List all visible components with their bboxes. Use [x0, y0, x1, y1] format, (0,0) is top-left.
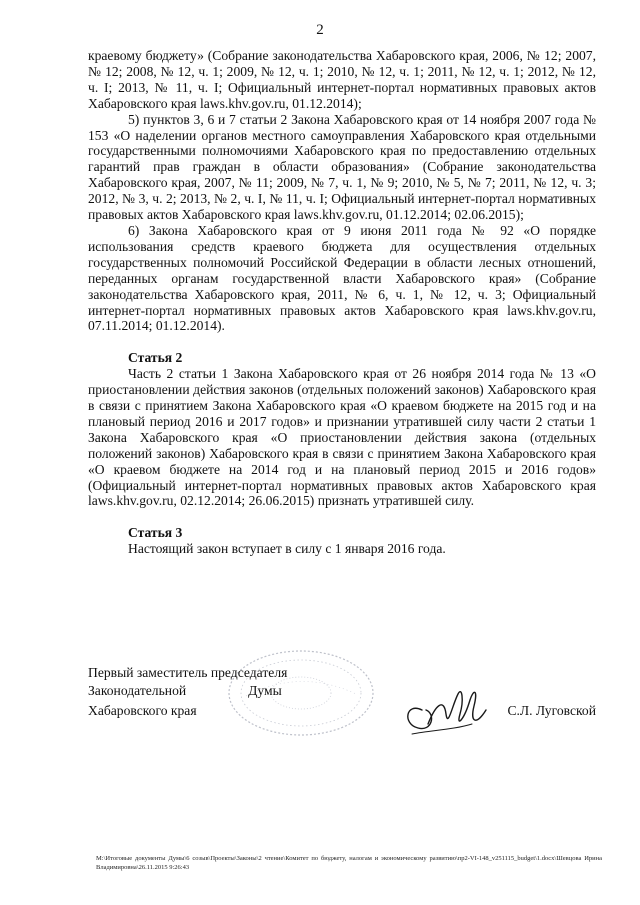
document-body	[88, 48, 596, 557]
page-number: 2	[316, 22, 324, 38]
signer-position-line3: Хабаровского края	[88, 703, 197, 718]
handwritten-signature	[392, 680, 492, 740]
signer-position-legislative: Законодательной	[88, 683, 187, 698]
article-2-title: Статья 2	[128, 350, 183, 366]
article-2-text: Часть 2 статьи 1 Закона Хабаровского края от 26 ноября 2014 года № 13 «О приостановлении действия законов (отдельных положений законов) Хабаровского края в связи с принятием Закона Хабаровского края «О краевом бюджете на 2015 год и на плановый период 2016 и 2017 годов» и признании утратившей силу части 2 статьи 1 Закона Хабаровского края «О приостановлении действия закона (отдельных положений законов) Хабаровского края в связи с принятием Закона Хабаровского края «О краевом бюджете на 2014 год и на плановый период 2015 и 2016 годов» (Официальный интернет-портал нормативных правовых актов Хабаровского края laws.khv.gov.ru, 02.12.2014; 26.06.2015) признать утратившей силу.	[88, 366, 596, 509]
signature-block	[88, 664, 596, 734]
paragraph-continuation: краевому бюджету» (Собрание законодательства Хабаровского края, 2006, № 12; 2007, № 12; 2008, № 12, ч. 1; 2009, № 12, ч. 1; 2010, № 12, ч. 1; 2011, № 12, ч. 1; 2012, № 12, ч. I; 2013, № 11, ч. I; Официальный интернет-портал нормативных правовых актов Хабаровского края laws.khv.gov.ru, 01.12.2014);	[88, 48, 596, 111]
paragraph-item-6: 6) Закона Хабаровского края от 9 июня 2011 года № 92 «О порядке использования средств краевого бюджета для осуществления отдельных государственных полномочий Российской Федерации в области лесных отношений, переданных органам государственной власти Хабаровского края» (Собрание законодательства Хабаровского края, 2011, № 6, ч. 1, № 12, ч. 3; Официальный интернет-портал нормативных правовых актов Хабаровского края laws.khv.gov.ru, 07.11.2014; 01.12.2014).	[88, 222, 596, 334]
signer-position-line2	[88, 682, 282, 699]
article-2	[88, 350, 596, 509]
paragraph-item-5: 5) пунктов 3, 6 и 7 статьи 2 Закона Хабаровского края от 14 ноября 2007 года № 153 «О наделении органов местного самоуправления Хабаровского края отдельными государственными полномочиями Хабаровского края по предоставлению отдельных гарантий прав граждан в области образования» (Собрание законодательства Хабаровского края, 2007, № 11; 2009, № 7, ч. 1, № 9; 2010, № 5, № 7; 2011, № 12, ч. 3; 2012, № 3, ч. 2; 2013, № 2, ч. I, № 11, ч. I; Официальный интернет-портал нормативных правовых актов Хабаровского края laws.khv.gov.ru, 01.12.2014; 02.06.2015);	[88, 111, 596, 223]
article-3-title: Статья 3	[128, 525, 183, 541]
signer-position-duma: Думы	[248, 683, 282, 698]
article-3-text: Настоящий закон вступает в силу с 1 января 2016 года.	[128, 541, 446, 557]
article-3	[88, 525, 596, 557]
signer-position-line1: Первый заместитель председателя	[88, 665, 288, 680]
signer-name: С.Л. Луговской	[507, 703, 596, 718]
file-path-footer: М:\Итоговые документы Думы\6 созыв\Проекты\Законы\2 чтение\Комитет по бюджету, налогам и экономическому развитию\пр2-VI-148_v251115_budget\1.docx\Шевцова Ирина Владимировна\26.11.2015 9:26:43	[96, 855, 602, 871]
